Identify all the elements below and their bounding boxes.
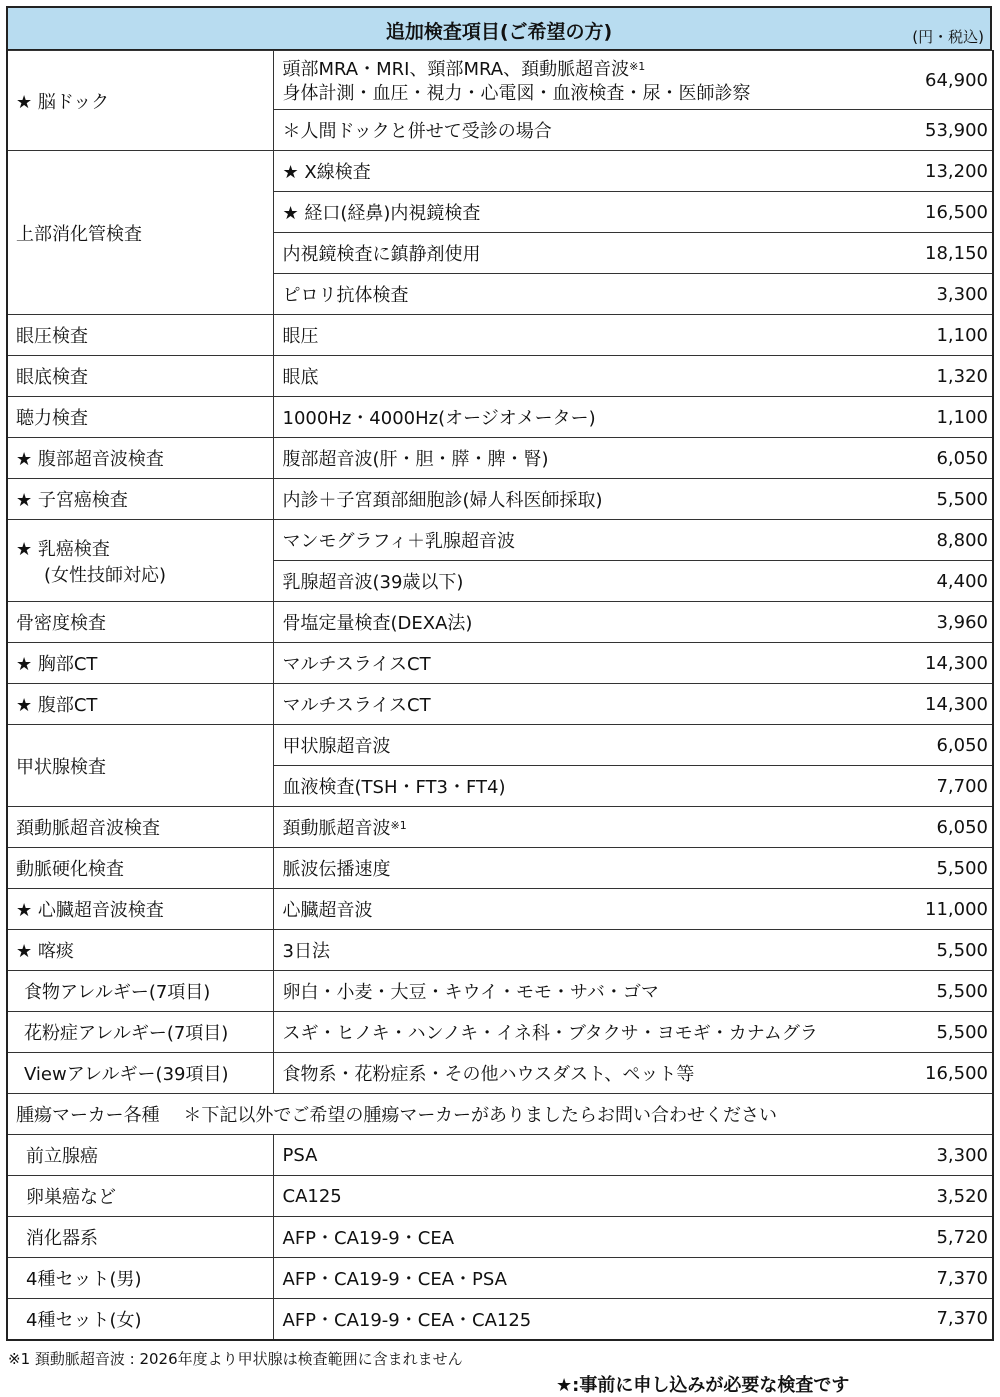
price-cell: 3,300 bbox=[893, 274, 993, 315]
detail-cell: ★ 経口(経鼻)内視鏡検査 bbox=[273, 192, 893, 233]
detail-cell: AFP・CA19-9・CEA・CA125 bbox=[273, 1299, 893, 1340]
category-pollen-allergy: 花粉症アレルギー(7項目) bbox=[7, 1012, 273, 1053]
detail-cell: 眼底 bbox=[273, 356, 893, 397]
table-row bbox=[7, 315, 993, 356]
price-cell: 4,400 bbox=[893, 561, 993, 602]
category-breast bbox=[7, 520, 273, 602]
detail-cell: 食物系・花粉症系・その他ハウスダスト、ペット等 bbox=[273, 1053, 893, 1094]
detail-cell: PSA bbox=[273, 1135, 893, 1176]
table-header bbox=[6, 6, 992, 50]
detail-cell: ＊人間ドックと併せて受診の場合 bbox=[273, 110, 893, 151]
price-cell: 6,050 bbox=[893, 807, 993, 848]
table-row bbox=[7, 1176, 993, 1217]
detail-cell: AFP・CA19-9・CEA・PSA bbox=[273, 1258, 893, 1299]
table-row bbox=[7, 520, 993, 561]
detail-cell: CA125 bbox=[273, 1176, 893, 1217]
detail-cell: 腹部超音波(肝・胆・膵・脾・腎) bbox=[273, 438, 893, 479]
tumor-category: 前立腺癌 bbox=[7, 1135, 273, 1176]
table-row bbox=[7, 889, 993, 930]
price-cell: 7,370 bbox=[893, 1299, 993, 1340]
table-row bbox=[7, 807, 993, 848]
detail-cell: 3日法 bbox=[273, 930, 893, 971]
table-row bbox=[7, 930, 993, 971]
price-cell: 1,100 bbox=[893, 397, 993, 438]
category-carotid: 頚動脈超音波検査 bbox=[7, 807, 273, 848]
table-row bbox=[7, 356, 993, 397]
category-uterine: ★ 子宮癌検査 bbox=[7, 479, 273, 520]
category-brain-dock: ★ 脳ドック bbox=[7, 51, 273, 151]
footnote-mark: ※1 bbox=[629, 59, 646, 73]
detail-cell: 心臓超音波 bbox=[273, 889, 893, 930]
table-row bbox=[7, 1012, 993, 1053]
table-row bbox=[7, 51, 993, 110]
detail-cell: マルチスライスCT bbox=[273, 684, 893, 725]
detail-cell bbox=[273, 807, 893, 848]
detail-cell: 内視鏡検査に鎮静剤使用 bbox=[273, 233, 893, 274]
table-row bbox=[7, 602, 993, 643]
price-cell: 8,800 bbox=[893, 520, 993, 561]
price-cell: 5,500 bbox=[893, 479, 993, 520]
category-thyroid: 甲状腺検査 bbox=[7, 725, 273, 807]
detail-cell: 1000Hz・4000Hz(オージオメーター) bbox=[273, 397, 893, 438]
exam-table bbox=[6, 50, 994, 1341]
price-cell: 6,050 bbox=[893, 725, 993, 766]
tumor-category: 4種セット(女) bbox=[7, 1299, 273, 1340]
table-row bbox=[7, 848, 993, 889]
price-cell: 5,720 bbox=[893, 1217, 993, 1258]
category-upper-gi: 上部消化管検査 bbox=[7, 151, 273, 315]
category-abdominal-us: ★ 腹部超音波検査 bbox=[7, 438, 273, 479]
table-row bbox=[7, 1094, 993, 1135]
detail-cell: ★ X線検査 bbox=[273, 151, 893, 192]
price-cell: 14,300 bbox=[893, 643, 993, 684]
price-cell: 5,500 bbox=[893, 1012, 993, 1053]
table-row bbox=[7, 1135, 993, 1176]
price-cell: 5,500 bbox=[893, 930, 993, 971]
price-cell: 16,500 bbox=[893, 1053, 993, 1094]
detail-cell: 血液検査(TSH・FT3・FT4) bbox=[273, 766, 893, 807]
table-row bbox=[7, 151, 993, 192]
detail-cell: AFP・CA19-9・CEA bbox=[273, 1217, 893, 1258]
category-breast-sub: (女性技師対応) bbox=[44, 564, 167, 586]
category-breast-label: ★ 乳癌検査 bbox=[16, 538, 110, 560]
table-row bbox=[7, 684, 993, 725]
detail-cell: 眼圧 bbox=[273, 315, 893, 356]
detail-line: 身体計測・血圧・視力・心電図・血液検査・尿・医師診察 bbox=[282, 82, 751, 104]
tumor-category: 4種セット(男) bbox=[7, 1258, 273, 1299]
table-row bbox=[7, 643, 993, 684]
footnote-carotid: ※1 頚動脈超音波 : 2026年度より甲状腺は検査範囲に含まれません bbox=[8, 1350, 463, 1368]
category-cardiac-us: ★ 心臓超音波検査 bbox=[7, 889, 273, 930]
tumor-category: 消化器系 bbox=[7, 1217, 273, 1258]
table-row bbox=[7, 1217, 993, 1258]
detail-cell bbox=[273, 51, 893, 110]
detail-cell: 乳腺超音波(39歳以下) bbox=[273, 561, 893, 602]
price-cell: 53,900 bbox=[893, 110, 993, 151]
table-row bbox=[7, 725, 993, 766]
detail-cell: マルチスライスCT bbox=[273, 643, 893, 684]
price-unit-label: (円・税込) bbox=[912, 28, 984, 46]
detail-cell: 甲状腺超音波 bbox=[273, 725, 893, 766]
detail-cell: 内診＋子宮頚部細胞診(婦人科医師採取) bbox=[273, 479, 893, 520]
price-sheet bbox=[6, 6, 992, 1341]
price-cell: 3,300 bbox=[893, 1135, 993, 1176]
table-row bbox=[7, 1258, 993, 1299]
table-row bbox=[7, 1053, 993, 1094]
category-arteriosclerosis: 動脈硬化検査 bbox=[7, 848, 273, 889]
detail-text: 頚動脈超音波 bbox=[282, 818, 391, 839]
price-cell: 7,700 bbox=[893, 766, 993, 807]
category-sputum: ★ 喀痰 bbox=[7, 930, 273, 971]
category-bone: 骨密度検査 bbox=[7, 602, 273, 643]
detail-cell: 脈波伝播速度 bbox=[273, 848, 893, 889]
price-cell: 3,960 bbox=[893, 602, 993, 643]
tumor-marker-banner: 腫瘍マーカー各種 ＊下記以外でご希望の腫瘍マーカーがありましたらお問い合わせください bbox=[7, 1094, 993, 1135]
price-cell: 5,500 bbox=[893, 848, 993, 889]
price-cell: 64,900 bbox=[893, 51, 993, 110]
category-view-allergy: Viewアレルギー(39項目) bbox=[7, 1053, 273, 1094]
detail-cell: スギ・ヒノキ・ハンノキ・イネ科・ブタクサ・ヨモギ・カナムグラ bbox=[273, 1012, 893, 1053]
tumor-category: 卵巣癌など bbox=[7, 1176, 273, 1217]
price-cell: 7,370 bbox=[893, 1258, 993, 1299]
detail-cell: ピロリ抗体検査 bbox=[273, 274, 893, 315]
category-food-allergy: 食物アレルギー(7項目) bbox=[7, 971, 273, 1012]
table-row bbox=[7, 397, 993, 438]
detail-cell: マンモグラフィ＋乳腺超音波 bbox=[273, 520, 893, 561]
price-cell: 14,300 bbox=[893, 684, 993, 725]
price-cell: 11,000 bbox=[893, 889, 993, 930]
detail-cell: 卵白・小麦・大豆・キウイ・モモ・サバ・ゴマ bbox=[273, 971, 893, 1012]
detail-line: 頭部MRA・MRI、頸部MRA、頚動脈超音波 bbox=[282, 58, 630, 80]
table-row bbox=[7, 479, 993, 520]
table-row bbox=[7, 971, 993, 1012]
price-cell: 5,500 bbox=[893, 971, 993, 1012]
detail-cell: 骨塩定量検査(DEXA法) bbox=[273, 602, 893, 643]
table-row bbox=[7, 1299, 993, 1340]
category-chest-ct: ★ 胸部CT bbox=[7, 643, 273, 684]
price-cell: 1,320 bbox=[893, 356, 993, 397]
category-abdominal-ct: ★ 腹部CT bbox=[7, 684, 273, 725]
table-row bbox=[7, 438, 993, 479]
category-hearing: 聴力検査 bbox=[7, 397, 273, 438]
price-cell: 6,050 bbox=[893, 438, 993, 479]
price-cell: 16,500 bbox=[893, 192, 993, 233]
price-cell: 18,150 bbox=[893, 233, 993, 274]
category-eye-pressure: 眼圧検査 bbox=[7, 315, 273, 356]
footnote-mark: ※1 bbox=[390, 819, 407, 832]
price-cell: 3,520 bbox=[893, 1176, 993, 1217]
legend-star: ★:事前に申し込みが必要な検査です bbox=[556, 1375, 850, 1396]
price-cell: 1,100 bbox=[893, 315, 993, 356]
price-cell: 13,200 bbox=[893, 151, 993, 192]
table-title: 追加検査項目(ご希望の方) bbox=[385, 21, 613, 43]
category-fundus: 眼底検査 bbox=[7, 356, 273, 397]
